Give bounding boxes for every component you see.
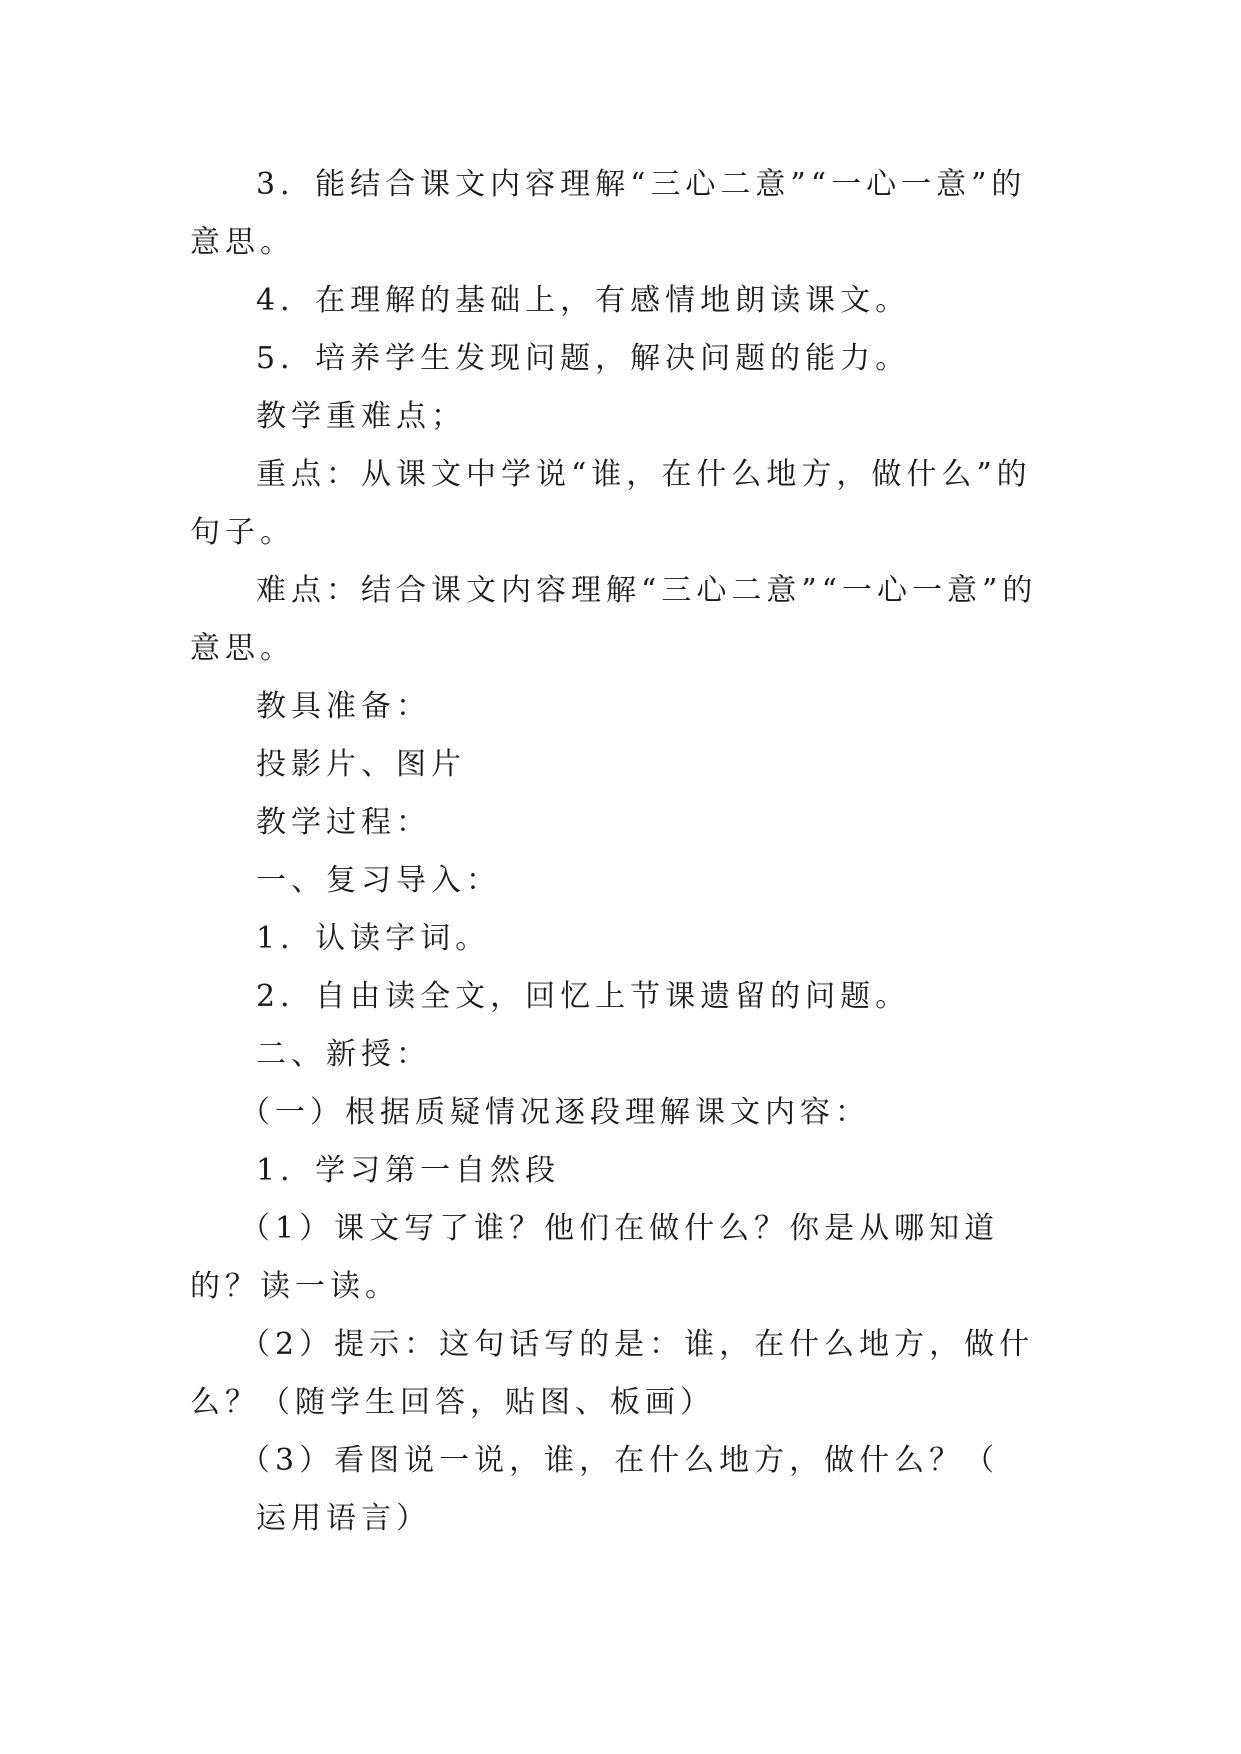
teaching-aids-heading: 教具准备： xyxy=(256,689,431,724)
document-body xyxy=(190,156,1050,1548)
objective-4: 4．在理解的基础上，有感情地朗读课文。 xyxy=(256,283,911,318)
difficult-point: 难点：结合课文内容理解“三心二意”“一心一意”的意思。 xyxy=(190,573,1038,666)
key-difficult-points-heading: 教学重难点； xyxy=(256,399,466,434)
review-step-2: 2．自由读全文，回忆上节课遗留的问题。 xyxy=(256,979,911,1014)
question-2: （2）提示：这句话写的是：谁，在什么地方，做什么？（随学生回答，贴图、板画） xyxy=(190,1327,1035,1420)
section-new-lesson-heading: 二、新授： xyxy=(256,1037,431,1072)
objective-3: 3．能结合课文内容理解“三心二意”“一心一意”的意思。 xyxy=(190,167,1027,260)
review-step-1: 1．认读字词。 xyxy=(256,921,491,956)
study-paragraph-1: 1．学习第一自然段 xyxy=(256,1153,561,1188)
subsection-1-heading: （一）根据质疑情况逐段理解课文内容： xyxy=(240,1095,870,1130)
teaching-aids: 投影片、图片 xyxy=(256,747,466,782)
teaching-process-heading: 教学过程： xyxy=(256,805,431,840)
question-3-continued: 运用语言） xyxy=(256,1501,431,1536)
question-1: （1）课文写了谁？他们在做什么？你是从哪知道的？读一读。 xyxy=(190,1211,1000,1304)
question-3: （3）看图说一说，谁，在什么地方，做什么？（ xyxy=(240,1443,1000,1478)
section-review-heading: 一、复习导入： xyxy=(256,863,501,898)
key-point: 重点：从课文中学说“谁，在什么地方，做什么”的句子。 xyxy=(190,457,1032,550)
objective-5: 5．培养学生发现问题，解决问题的能力。 xyxy=(256,341,911,376)
